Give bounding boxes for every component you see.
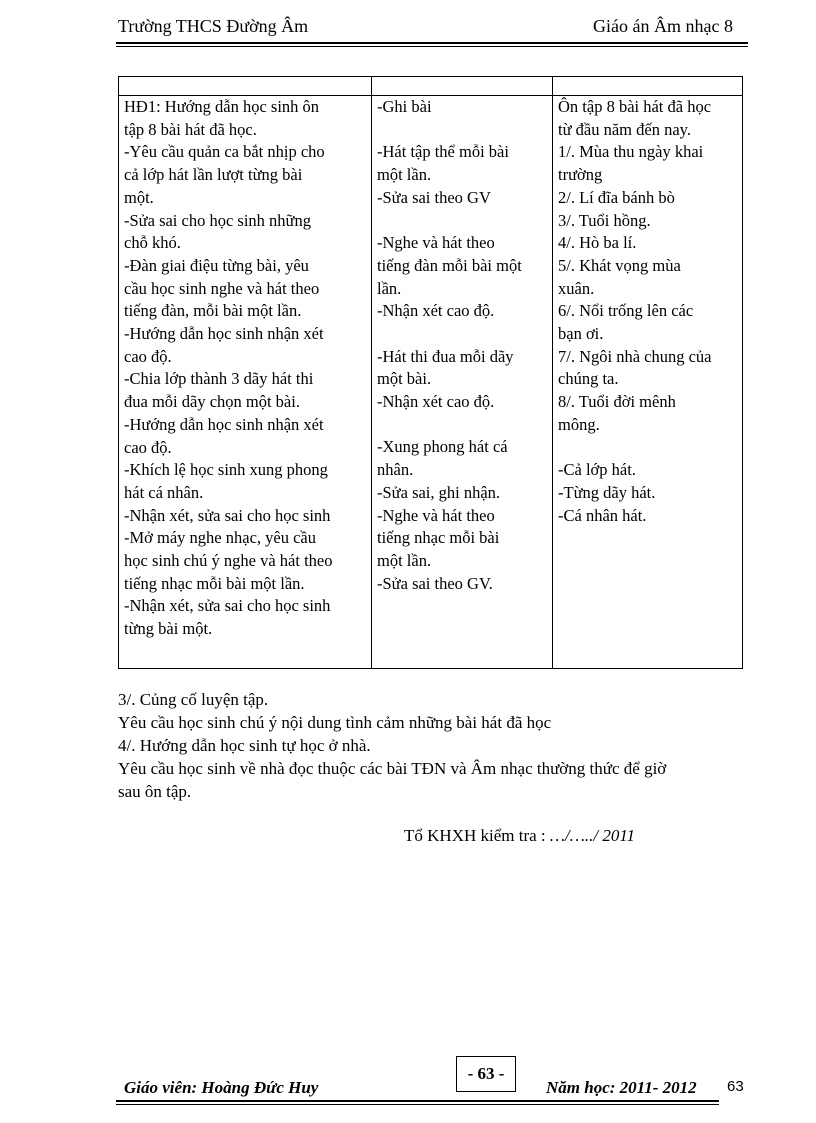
text-line: tiếng đàn, mỗi bài một lần. — [124, 301, 302, 321]
text-line: -Nhận xét cao độ. — [377, 392, 495, 412]
text-line: một bài. — [377, 369, 432, 389]
text-line: đua mỗi dãy chọn một bài. — [124, 392, 300, 412]
text-line: -Hát tập thể mỗi bài — [377, 142, 509, 162]
text-line: tiếng nhạc mỗi bài một lần. — [124, 573, 305, 593]
text-line: chỗ khó. — [124, 233, 181, 253]
blank-line — [558, 437, 738, 460]
text-line: lần. — [377, 278, 402, 298]
text-line: -Sửa sai, ghi nhận. — [377, 482, 501, 502]
text-line: tiếng nhạc mỗi bài — [377, 528, 500, 548]
text-line: -Yêu cầu quản ca bắt nhịp cho — [124, 142, 325, 162]
school-name: Trường THCS Đường Âm — [118, 16, 309, 36]
text-line: cao độ. — [124, 346, 172, 366]
blank-line — [377, 210, 548, 233]
text-line: -Sửa sai theo GV — [377, 187, 491, 207]
text-line: -Từng dãy hát. — [558, 482, 656, 502]
text-line: -Nghe và hát theo — [377, 233, 495, 253]
text-line: -Sửa sai cho học sinh những — [124, 210, 311, 230]
text-line: -Khích lệ học sinh xung phong — [124, 460, 328, 480]
text-line: một lần. — [377, 551, 432, 570]
text-line: -Cả lớp hát. — [558, 460, 636, 480]
text-line: -Sửa sai theo GV. — [377, 573, 493, 593]
text-line: cầu học sinh nghe và hát theo — [124, 278, 320, 298]
text-line: một. — [124, 187, 154, 207]
text-line: một lần. — [377, 165, 432, 185]
text-line: nhân. — [377, 460, 414, 480]
blank-line — [377, 119, 548, 142]
text-line: 3/. Tuổi hồng. — [558, 210, 651, 230]
review-date: …/…../ 2011 — [549, 826, 636, 845]
text-line: sau ôn tập. — [118, 782, 192, 801]
text-line: cả lớp hát lần lượt từng bài — [124, 165, 303, 185]
text-line: -Hát thi đua mỗi dãy — [377, 346, 514, 366]
text-line: mông. — [558, 414, 600, 434]
text-line: Yêu cầu học sinh về nhà đọc thuộc các bài TĐN và Âm nhạc thường thức để giờ — [118, 759, 667, 778]
text-line: -Đàn giai điệu từng bài, yêu — [124, 255, 309, 275]
text-line: trường — [558, 165, 603, 185]
text-line: -Hướng dẫn học sinh nhận xét — [124, 414, 324, 434]
page-number-box: - 63 - — [456, 1056, 516, 1092]
text-line: -Cá nhân hát. — [558, 505, 647, 525]
text-line: 4/. Hò ba lí. — [558, 233, 637, 253]
text-line: 6/. Nổi trống lên các — [558, 301, 694, 321]
text-line: 3/. Củng cố luyện tập. — [118, 690, 269, 709]
student-activities-cell — [372, 96, 553, 669]
text-line: -Hướng dẫn học sinh nhận xét — [124, 324, 324, 344]
text-line: -Nhận xét, sửa sai cho học sinh — [124, 596, 331, 616]
text-line: học sinh chú ý nghe và hát theo — [124, 551, 333, 571]
text-line: chúng ta. — [558, 369, 619, 389]
footer-rule — [116, 1100, 719, 1102]
school-year: Năm học: 2011- 2012 — [546, 1078, 697, 1097]
text-line: -Nhận xét cao độ. — [377, 301, 495, 321]
footer-rule-thin — [116, 1104, 719, 1105]
text-line: -Xung phong hát cá — [377, 437, 508, 457]
lesson-body — [118, 688, 748, 803]
text-line: -Chia lớp thành 3 dãy hát thi — [124, 369, 314, 389]
text-line: HĐ1: Hướng dẫn học sinh ôn — [124, 97, 320, 116]
text-line: 1/. Mùa thu ngày khai — [558, 142, 704, 162]
review-signature — [404, 826, 635, 846]
page-number: 63 — [727, 1078, 744, 1095]
header-rule — [116, 42, 748, 44]
text-line: hát cá nhân. — [124, 482, 204, 502]
text-line: tiếng đàn mỗi bài một — [377, 255, 522, 275]
text-line: -Nghe và hát theo — [377, 505, 495, 525]
text-line: -Nhận xét, sửa sai cho học sinh — [124, 505, 331, 525]
table-top-row — [119, 77, 743, 96]
text-line: Ôn tập 8 bài hát đã học — [558, 97, 712, 116]
text-line: -Mở máy nghe nhạc, yêu cầu — [124, 528, 316, 548]
text-line: cao độ. — [124, 437, 172, 457]
text-line: xuân. — [558, 278, 595, 298]
text-line: tập 8 bài hát đã học. — [124, 119, 257, 139]
text-line: 8/. Tuổi đời mênh — [558, 392, 676, 412]
teacher-activities-cell — [119, 96, 372, 669]
lesson-table — [118, 76, 743, 669]
teacher-name: Giáo viên: Hoàng Đức Huy — [124, 1078, 319, 1097]
review-label: Tổ KHXH kiểm tra : — [404, 826, 546, 845]
header-rule-thin — [116, 46, 748, 47]
blank-line — [377, 323, 548, 346]
blank-line — [377, 414, 548, 437]
text-line: 5/. Khát vọng mùa — [558, 255, 681, 275]
text-line: Yêu cầu học sinh chú ý nội dung tình cảm những bài hát đã học — [118, 713, 552, 732]
text-line: từng bài một. — [124, 619, 213, 639]
text-line: 4/. Hướng dẫn học sinh tự học ở nhà. — [118, 736, 371, 755]
page-header — [118, 12, 733, 40]
text-line: 2/. Lí đĩa bánh bò — [558, 187, 675, 207]
text-line: 7/. Ngôi nhà chung của — [558, 346, 712, 366]
table-row — [119, 96, 743, 669]
content-cell — [553, 96, 743, 669]
subject-title: Giáo án Âm nhạc 8 — [593, 16, 733, 36]
text-line: từ đầu năm đến nay. — [558, 119, 691, 139]
text-line: -Ghi bài — [377, 97, 432, 116]
text-line: bạn ơi. — [558, 324, 604, 344]
